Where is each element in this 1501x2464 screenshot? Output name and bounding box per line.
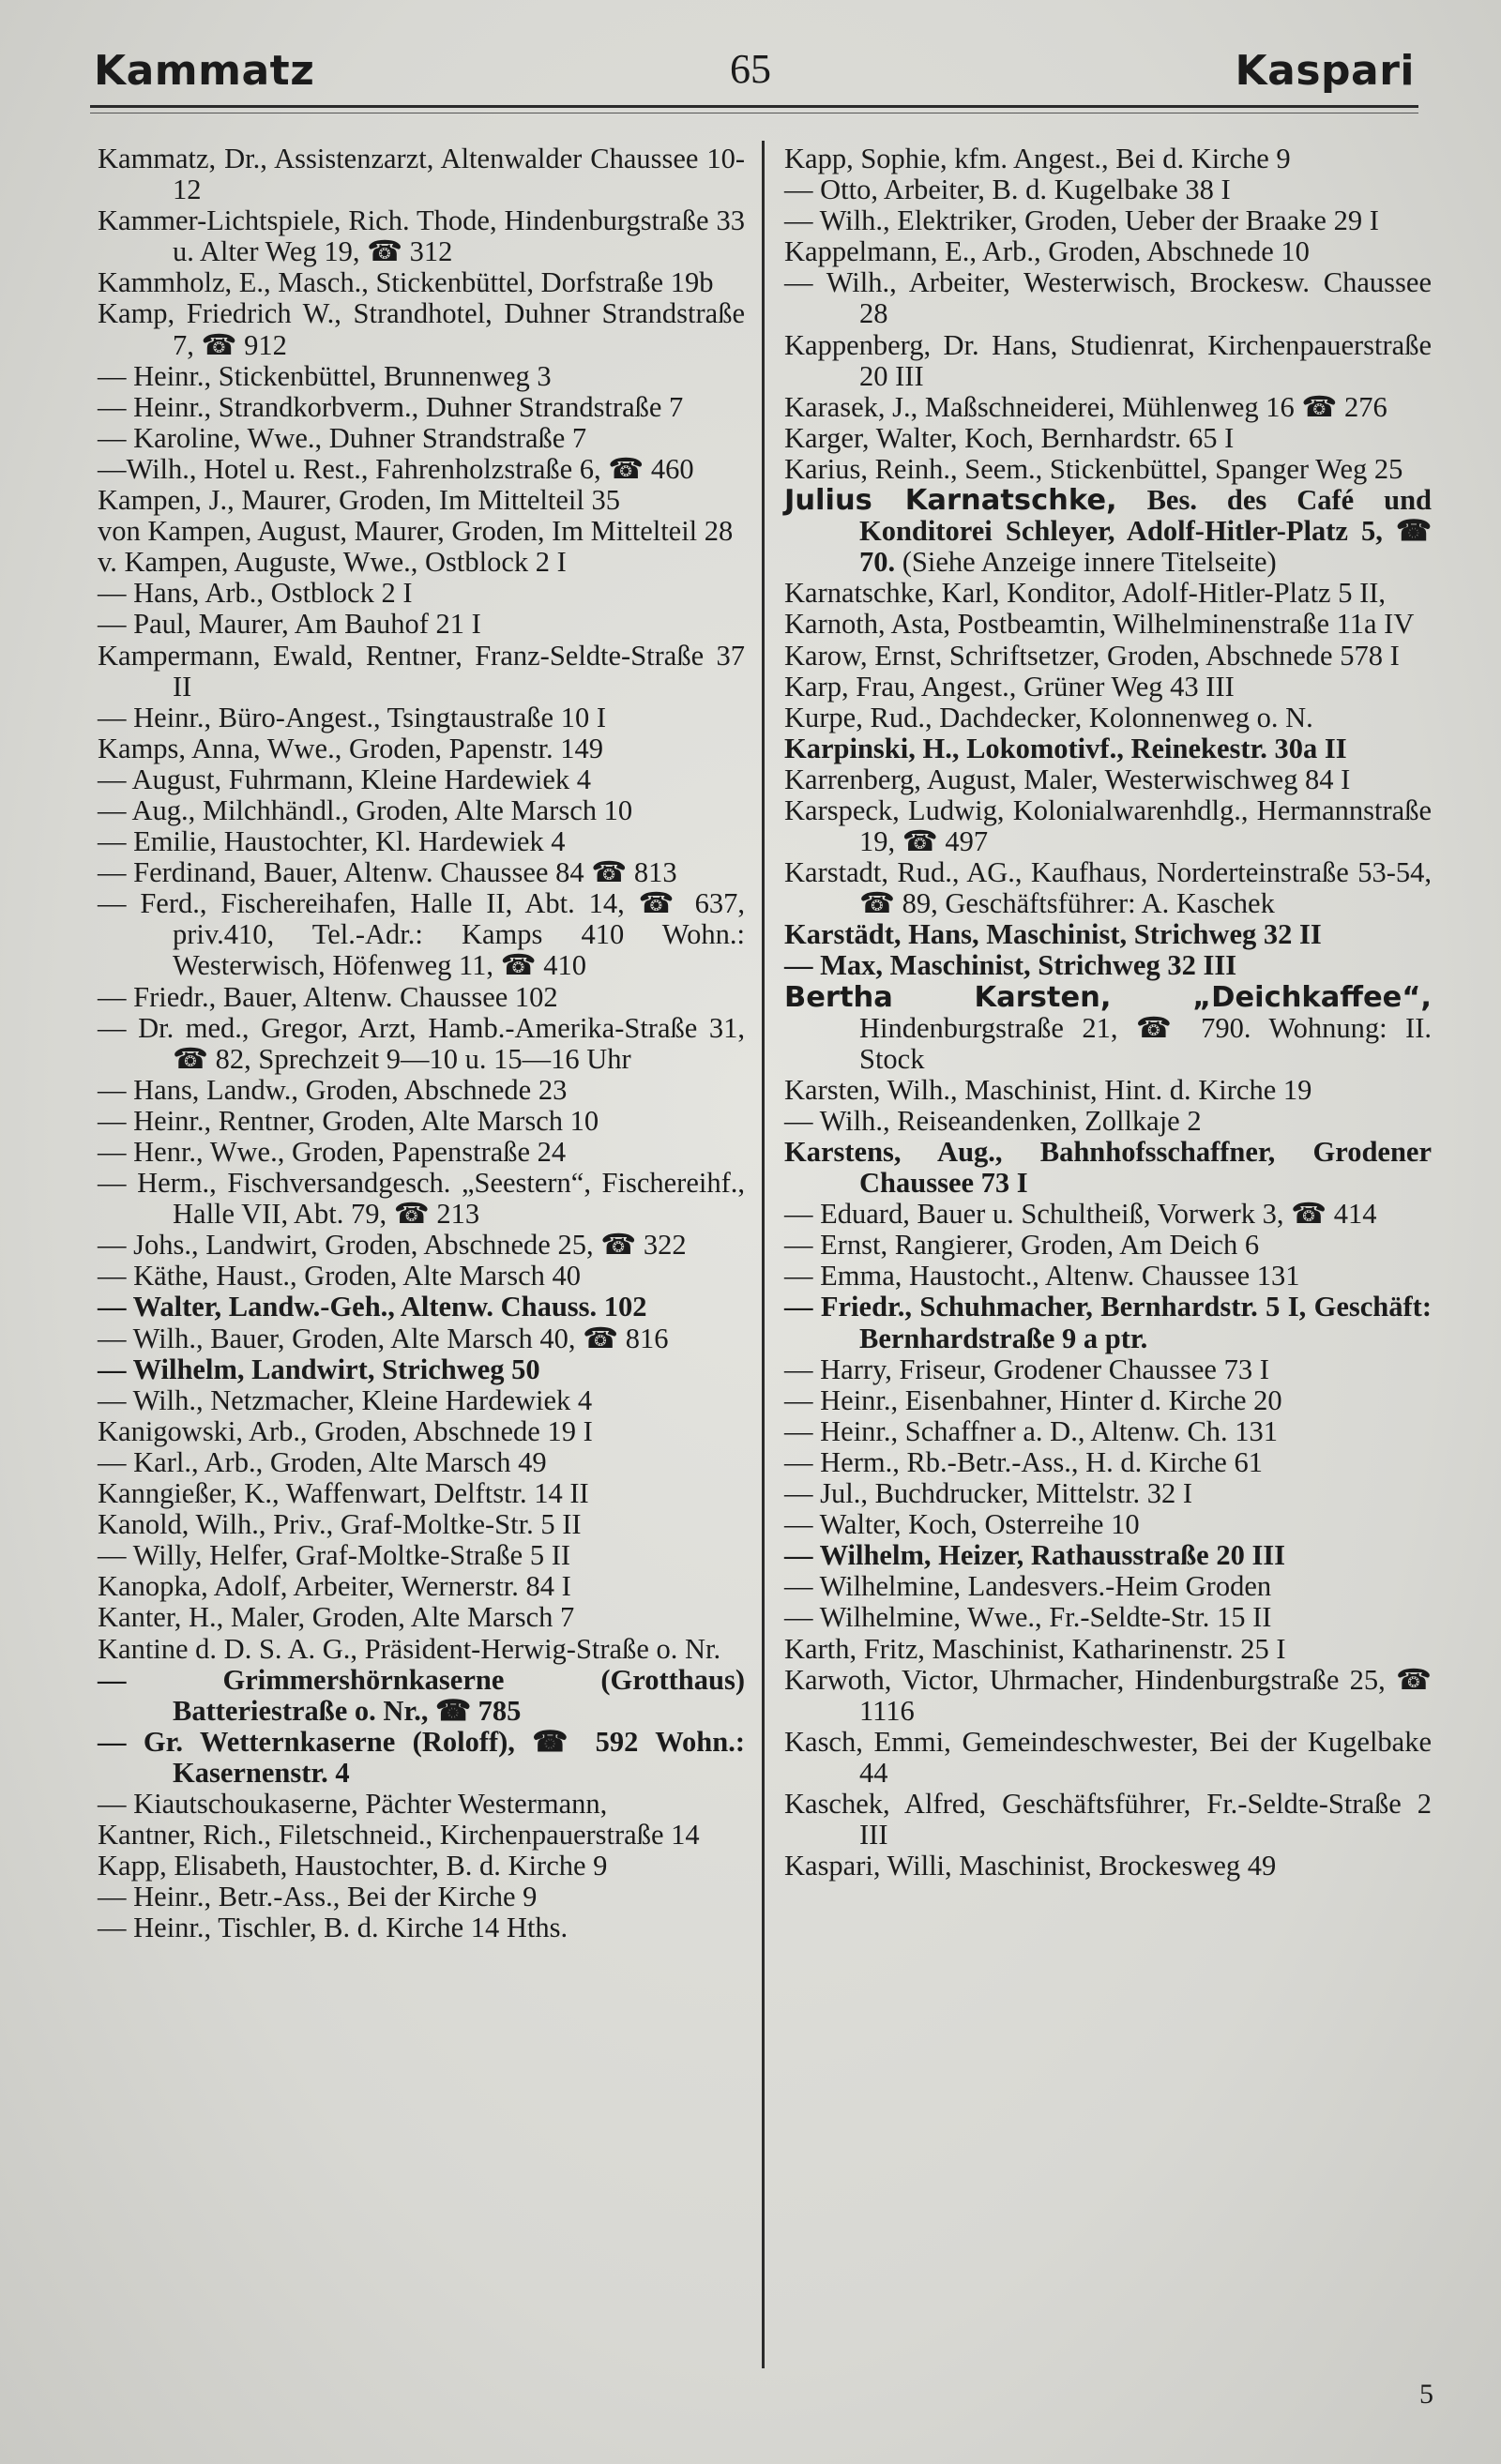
column-divider <box>762 141 765 2368</box>
directory-entry: Kammholz, E., Masch., Stickenbüttel, Dorfstraße 19b <box>98 266 714 299</box>
directory-entry: — Emilie, Haustochter, Kl. Hardewiek 4 <box>98 825 566 858</box>
directory-entry: — Heinr., Büro-Angest., Tsingtaustraße 10 I <box>98 701 606 733</box>
directory-entry: — Wilhelm, Heizer, Rathausstraße 20 III <box>784 1539 1286 1572</box>
directory-entry: Karnatschke, Karl, Konditor, Adolf-Hitler-Platz 5 II, <box>784 577 1387 610</box>
directory-entry: — Ferdinand, Bauer, Altenw. Chaussee 84 ☎ 813 <box>98 856 677 889</box>
directory-entry: Kanold, Wilh., Priv., Graf-Moltke-Str. 5 II <box>98 1508 582 1541</box>
directory-entry: — Wilh., Bauer, Groden, Alte Marsch 40, ☎ 816 <box>98 1322 669 1354</box>
directory-entry: — Heinr., Strandkorbverm., Duhner Strandstraße 7 <box>98 390 684 423</box>
directory-entry: Kammer-Lichtspiele, Rich. Thode, Hindenburgstraße 33 u. Alter Weg 19, ☎ 312 <box>98 204 745 268</box>
directory-entry: — Wilhelm, Landwirt, Strichweg 50 <box>98 1353 540 1385</box>
directory-entry: Karp, Frau, Angest., Grüner Weg 43 III <box>784 670 1235 703</box>
directory-entry: Kurpe, Rud., Dachdecker, Kolonnenweg o. N. <box>784 701 1313 733</box>
directory-entry: Karnoth, Asta, Postbeamtin, Wilhelminenstraße 11a IV <box>784 608 1415 641</box>
directory-entry: Kantner, Rich., Filetschneid., Kirchenpauerstraße 14 <box>98 1819 700 1852</box>
directory-entry: — Jul., Buchdrucker, Mittelstr. 32 I <box>784 1477 1193 1510</box>
directory-entry: Kapp, Elisabeth, Haustochter, B. d. Kirche 9 <box>98 1850 608 1882</box>
directory-entry: Kampen, J., Maurer, Groden, Im Mittelteil 35 <box>98 484 620 517</box>
directory-entry: Kamps, Anna, Wwe., Groden, Papenstr. 149 <box>98 732 604 764</box>
directory-entry: Kanter, H., Maler, Groden, Alte Marsch 7 <box>98 1601 575 1634</box>
advertiser-details: Bes. des Café und Konditorei Schleyer, Adolf-Hitler-Platz 5, ☎ 70. <box>859 484 1433 579</box>
directory-entry <box>784 982 1432 1075</box>
directory-entry: — Wilhelmine, Landesvers.-Heim Groden <box>784 1570 1272 1603</box>
directory-entry: Kappelmann, E., Arb., Groden, Abschnede 10 <box>784 235 1310 268</box>
directory-entry: — Walter, Koch, Osterreihe 10 <box>784 1508 1140 1541</box>
directory-entry: — Heinr., Stickenbüttel, Brunnenweg 3 <box>98 359 552 392</box>
directory-entry: — Kiautschoukaserne, Pächter Westermann, <box>98 1787 608 1820</box>
directory-entry: Karger, Walter, Koch, Bernhardstr. 65 I <box>784 421 1235 454</box>
page-header <box>0 39 1501 105</box>
directory-entry: — Ernst, Rangierer, Groden, Am Deich 6 <box>784 1229 1260 1262</box>
page-number: 65 <box>730 46 771 92</box>
directory-entry: — Otto, Arbeiter, B. d. Kugelbake 38 I <box>784 174 1231 206</box>
directory-entry: — Harry, Friseur, Grodener Chaussee 73 I <box>784 1353 1269 1385</box>
left-column <box>98 144 745 1943</box>
directory-entry: — Walter, Landw.-Geh., Altenw. Chauss. 102 <box>98 1291 647 1323</box>
directory-entry: — Hans, Arb., Ostblock 2 I <box>98 577 413 610</box>
directory-entry: Kanngießer, K., Waffenwart, Delftstr. 14 II <box>98 1477 589 1510</box>
advertiser-note: Hindenburgstraße 21, ☎ 790. Wohnung: II. Stock <box>859 1011 1432 1075</box>
advertiser-name: Bertha Karsten, „Deichkaffee“, <box>784 980 1432 1014</box>
directory-entry: Karstadt, Rud., AG., Kaufhaus, Norderteinstraße 53-54, ☎ 89, Geschäftsführer: A. Kaschek <box>784 856 1432 920</box>
directory-entry: — Friedr., Schuhmacher, Bernhardstr. 5 I, Geschäft: Bernhardstraße 9 a ptr. <box>784 1291 1432 1354</box>
directory-entry: — Eduard, Bauer u. Schultheiß, Vorwerk 3, ☎ 414 <box>784 1198 1377 1231</box>
right-column <box>784 144 1432 1882</box>
directory-entry: v. Kampen, Auguste, Wwe., Ostblock 2 I <box>98 546 567 579</box>
directory-entry: — Hans, Landw., Groden, Abschnede 23 <box>98 1073 568 1106</box>
header-rule <box>90 105 1418 108</box>
directory-entry: — Aug., Milchhändl., Groden, Alte Marsch 10 <box>98 794 633 826</box>
directory-entry: Karius, Reinh., Seem., Stickenbüttel, Spanger Weg 25 <box>784 452 1403 485</box>
directory-entry: — Herm., Rb.-Betr.-Ass., H. d. Kirche 61 <box>784 1445 1263 1478</box>
directory-entry: — Wilh., Netzmacher, Kleine Hardewiek 4 <box>98 1383 593 1416</box>
directory-entry: — Max, Maschinist, Strichweg 32 III <box>784 949 1237 982</box>
directory-entry: —Wilh., Hotel u. Rest., Fahrenholzstraße 6, ☎ 460 <box>98 452 694 485</box>
directory-entry: — Heinr., Rentner, Groden, Alte Marsch 10 <box>98 1104 599 1137</box>
directory-entry: Kaspari, Willi, Maschinist, Brockesweg 49 <box>784 1850 1277 1882</box>
advertiser-name: Julius Karnatschke, <box>784 484 1117 518</box>
directory-entry: — Ferd., Fischereihafen, Halle II, Abt. 14, ☎ 637, priv.410, Tel.-Adr.: Kamps 410 Wohn.: Westerwisch, Höfenweg 11, ☎ 410 <box>98 887 745 982</box>
directory-entry: — Dr. med., Gregor, Arzt, Hamb.-Amerika-Straße 31, ☎ 82, Sprechzeit 9—10 u. 15—16 Uhr <box>98 1011 745 1075</box>
directory-entry: — Heinr., Betr.-Ass., Bei der Kirche 9 <box>98 1881 538 1913</box>
directory-entry <box>784 485 1432 578</box>
directory-entry: Kaschek, Alfred, Geschäftsführer, Fr.-Seldte-Straße 2 III <box>784 1787 1432 1852</box>
directory-entry: Kantine d. D. S. A. G., Präsident-Herwig-Straße o. Nr. <box>98 1632 721 1665</box>
directory-entry: — Henr., Wwe., Groden, Papenstraße 24 <box>98 1136 567 1168</box>
directory-entry: — Friedr., Bauer, Altenw. Chaussee 102 <box>98 980 558 1013</box>
directory-entry: Kampermann, Ewald, Rentner, Franz-Seldte-Straße 37 II <box>98 639 745 703</box>
header-last-name: Kaspari <box>1235 47 1415 95</box>
directory-entry: — Heinr., Schaffner a. D., Altenw. Ch. 131 <box>784 1414 1279 1447</box>
directory-entry: Kammatz, Dr., Assistenzarzt, Altenwalder Chaussee 10-12 <box>98 143 745 206</box>
directory-entry: — Emma, Haustocht., Altenw. Chaussee 131 <box>784 1260 1300 1292</box>
directory-entry: — Paul, Maurer, Am Bauhof 21 I <box>98 608 481 641</box>
directory-entry: — Gr. Wetternkaserne (Roloff), ☎ 592 Wohn.: Kasernenstr. 4 <box>98 1725 745 1789</box>
directory-entry: — Wilh., Reiseandenken, Zollkaje 2 <box>784 1104 1202 1137</box>
directory-entry: Karrenberg, August, Maler, Westerwischweg 84 I <box>784 763 1351 795</box>
directory-entry: — Willy, Helfer, Graf-Moltke-Straße 5 II <box>98 1539 571 1572</box>
directory-entry: — Karoline, Wwe., Duhner Strandstraße 7 <box>98 421 587 454</box>
directory-entry: Karasek, J., Maßschneiderei, Mühlenweg 16 ☎ 276 <box>784 390 1387 423</box>
directory-entry: Karstens, Aug., Bahnhofsschaffner, Grodener Chaussee 73 I <box>784 1136 1432 1200</box>
directory-entry: — Wilh., Elektriker, Groden, Ueber der Braake 29 I <box>784 204 1379 237</box>
directory-entry: Karstädt, Hans, Maschinist, Strichweg 32 II <box>784 918 1322 951</box>
directory-entry: — Heinr., Eisenbahner, Hinter d. Kirche 20 <box>784 1383 1282 1416</box>
directory-entry: Karspeck, Ludwig, Kolonialwarenhdlg., Hermannstraße 19, ☎ 497 <box>784 794 1432 858</box>
directory-entry: Kanopka, Adolf, Arbeiter, Wernerstr. 84 I <box>98 1570 571 1603</box>
directory-entry: Kasch, Emmi, Gemeindeschwester, Bei der Kugelbake 44 <box>784 1725 1432 1789</box>
directory-entry: Kappenberg, Dr. Hans, Studienrat, Kirchenpauerstraße 20 III <box>784 328 1432 392</box>
directory-entry: Kamp, Friedrich W., Strandhotel, Duhner Strandstraße 7, ☎ 912 <box>98 297 745 361</box>
directory-entry: — Wilh., Arbeiter, Westerwisch, Brockesw. Chaussee 28 <box>784 266 1432 330</box>
directory-entry: Karwoth, Victor, Uhrmacher, Hindenburgstraße 25, ☎ 1116 <box>784 1663 1432 1727</box>
directory-entry: Karth, Fritz, Maschinist, Katharinenstr. 25 I <box>784 1632 1286 1665</box>
directory-entry: — Heinr., Tischler, B. d. Kirche 14 Hths. <box>98 1912 569 1944</box>
directory-entry: Karsten, Wilh., Maschinist, Hint. d. Kirche 19 <box>784 1073 1312 1106</box>
directory-entry: — Karl., Arb., Groden, Alte Marsch 49 <box>98 1445 547 1478</box>
directory-entry: Kapp, Sophie, kfm. Angest., Bei d. Kirche 9 <box>784 143 1291 174</box>
directory-entry: — Johs., Landwirt, Groden, Abschnede 25, ☎ 322 <box>98 1229 687 1262</box>
directory-entry: Kanigowski, Arb., Groden, Abschnede 19 I <box>98 1414 593 1447</box>
directory-entry: Karow, Ernst, Schriftsetzer, Groden, Abschnede 578 I <box>784 639 1400 672</box>
directory-entry: — Wilhelmine, Wwe., Fr.-Seldte-Str. 15 II <box>784 1601 1272 1634</box>
directory-entry: — Käthe, Haust., Groden, Alte Marsch 40 <box>98 1260 582 1292</box>
directory-entry: von Kampen, August, Maurer, Groden, Im Mittelteil 28 <box>98 515 734 548</box>
directory-entry: — Grimmershörnkaserne (Grotthaus) Batteriestraße o. Nr., ☎ 785 <box>98 1663 745 1727</box>
directory-entry: Karpinski, H., Lokomotivf., Reinekestr. 30a II <box>784 732 1347 764</box>
signature-mark: 5 <box>1419 2379 1433 2410</box>
directory-entry: — August, Fuhrmann, Kleine Hardewiek 4 <box>98 763 592 795</box>
directory-entry: — Herm., Fischversandgesch. „Seestern“, Fischereihf., Halle VII, Abt. 79, ☎ 213 <box>98 1167 745 1231</box>
header-first-name: Kammatz <box>94 47 315 95</box>
advertiser-note: (Siehe Anzeige innere Titelseite) <box>902 546 1277 579</box>
